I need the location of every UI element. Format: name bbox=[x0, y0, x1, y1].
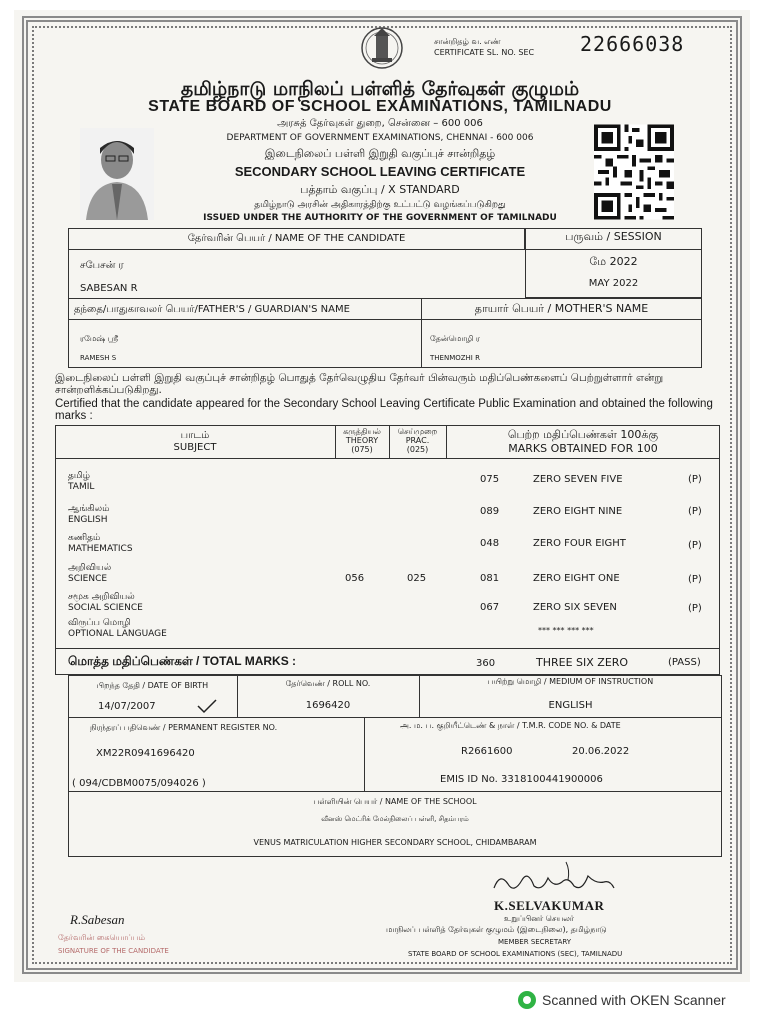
candidate-signature: R.Sabesan bbox=[70, 912, 125, 927]
standard-label: பத்தாம் வகுப்பு / X STANDARD bbox=[300, 183, 460, 196]
department-tamil: அரசுத் தேர்வுகள் துறை, சென்னை – 600 006 bbox=[277, 118, 483, 129]
checkmark-icon bbox=[196, 698, 218, 714]
mother-name-tamil: தேன்மொழி ர bbox=[430, 334, 481, 343]
session-english: MAY 2022 bbox=[588, 278, 639, 289]
marks-in-words: *** *** *** *** bbox=[538, 626, 594, 635]
candidate-name-tamil: சபேசன் ர bbox=[80, 260, 124, 271]
result-badge: (P) bbox=[688, 603, 702, 614]
marks-value: 081 bbox=[480, 573, 500, 584]
mother-name-english: THENMOZHI R bbox=[430, 354, 480, 362]
roll-number-value: 1696420 bbox=[305, 700, 351, 711]
register-number-label: நிரந்தரப் பதிவெண் / PERMANENT REGISTER NO. bbox=[90, 723, 278, 732]
tmr-date-value: 20.06.2022 bbox=[572, 746, 630, 757]
practical-header: செய்முறை PRAC. (025) bbox=[397, 427, 438, 454]
marks-obtained-header: பெற்ற மதிப்பெண்கள் 100க்கு MARKS OBTAINED FOR 100 bbox=[507, 428, 659, 455]
dob-label: பிறந்த தேதி / DATE OF BIRTH bbox=[96, 681, 209, 690]
result-badge: (P) bbox=[688, 474, 702, 485]
school-name-tamil: வீனஸ் மெட்ரிக் மேல்நிலைப் பள்ளி, சிதம்பரம் bbox=[321, 815, 469, 823]
board-title-english: STATE BOARD OF SCHOOL EXAMINATIONS, TAMILNADU bbox=[148, 98, 612, 115]
total-result: (PASS) bbox=[668, 657, 701, 668]
issued-tamil: தமிழ்நாடு அரசின் அதிகாரத்திற்கு உட்பட்டு வழங்கப்படுகிறது bbox=[254, 200, 506, 210]
candidate-photo bbox=[80, 128, 154, 220]
session-tamil: மே 2022 bbox=[589, 255, 638, 268]
scanner-logo-icon bbox=[517, 990, 537, 1010]
result-badge: (P) bbox=[688, 506, 702, 517]
marks-value: 089 bbox=[480, 506, 500, 517]
table-row: ஆங்கிலம் ENGLISH bbox=[68, 504, 110, 525]
certificate-title-tamil: இடைநிலைப் பள்ளி இறுதி வகுப்புச் சான்றிதழ் bbox=[264, 147, 496, 160]
issued-english: ISSUED UNDER THE AUTHORITY OF THE GOVERNMENT OF TAMILNADU bbox=[203, 213, 557, 223]
result-badge: (P) bbox=[688, 540, 702, 551]
total-marks-value: 360 bbox=[476, 658, 496, 669]
result-badge: (P) bbox=[688, 574, 702, 585]
signatory-org-tamil: மாநிலப் பள்ளித் தேர்வுகள் குழுமம் (இடைநிலை), தமிழ்நாடு bbox=[386, 925, 607, 934]
certificate-serial-number: 22666038 bbox=[580, 32, 685, 56]
marks-value: 067 bbox=[480, 602, 500, 613]
signatory-title-tamil: உறுப்பினர் செயலர் bbox=[504, 914, 575, 923]
marks-in-words: ZERO EIGHT ONE bbox=[533, 573, 620, 584]
school-name-label: பள்ளியின் பெயர் / NAME OF THE SCHOOL bbox=[313, 797, 477, 806]
tmr-code-label: அ. ம. ப. குறியீட்டெண் & நாள் / T.M.R. CODE NO. & DATE bbox=[400, 721, 621, 730]
marks-in-words: ZERO SEVEN FIVE bbox=[533, 474, 623, 485]
table-row: கணிதம் MATHEMATICS bbox=[68, 533, 133, 554]
total-marks-label: மொத்த மதிப்பெண்கள் / TOTAL MARKS : bbox=[68, 654, 297, 668]
scanner-watermark: Scanned with OKEN Scanner bbox=[542, 992, 726, 1008]
signatory-name: K.SELVAKUMAR bbox=[494, 898, 605, 913]
medium-label: பயிற்று மொழி / MEDIUM OF INSTRUCTION bbox=[487, 677, 654, 686]
dob-value: 14/07/2007 bbox=[98, 701, 156, 712]
marks-in-words: ZERO EIGHT NINE bbox=[533, 506, 623, 517]
department-english: DEPARTMENT OF GOVERNMENT EXAMINATIONS, CHENNAI - 600 006 bbox=[226, 133, 534, 143]
candidate-name-english: SABESAN R bbox=[80, 283, 138, 294]
marks-value: 048 bbox=[480, 538, 500, 549]
father-name-english: RAMESH S bbox=[80, 354, 117, 362]
school-name-english: VENUS MATRICULATION HIGHER SECONDARY SCHOOL, CHIDAMBARAM bbox=[253, 838, 537, 847]
serial-label: சான்றிதழ் வ. எண் CERTIFICATE SL. NO. SEC bbox=[434, 37, 535, 57]
roll-number-label: தேர்வெண் / ROLL NO. bbox=[285, 679, 371, 688]
father-name-label: தந்தை/பாதுகாவலர் பெயர்/FATHER'S / GUARDIAN'S NAME bbox=[74, 304, 350, 315]
table-row: தமிழ் TAMIL bbox=[68, 471, 95, 492]
session-label: பருவம் / SESSION bbox=[565, 230, 662, 243]
theory-header: கருத்தியல் THEORY (075) bbox=[343, 427, 381, 454]
candidate-signature-label-tamil: தேர்வரின் கையொப்பம் bbox=[58, 933, 146, 942]
medium-value: ENGLISH bbox=[548, 700, 593, 711]
certification-text-tamil: இடைநிலைப் பள்ளி இறுதி வகுப்புச் சான்றிதழ் பொதுத் தேர்வெழுதிய தேர்வர் பின்வரும் மதிப்பெண்களைப் பெற்றுள்ளார் என்று சான்றளிக்கப்படுகிறது. bbox=[55, 372, 664, 396]
register-number-value: XM22R0941696420 bbox=[96, 748, 195, 759]
signatory-org-english: STATE BOARD OF SCHOOL EXAMINATIONS (SEC), TAMILNADU bbox=[408, 950, 623, 958]
marks-in-words: ZERO FOUR EIGHT bbox=[533, 538, 626, 549]
candidate-signature-label-english: SIGNATURE OF THE CANDIDATE bbox=[58, 947, 169, 955]
qr-code-icon bbox=[594, 124, 674, 220]
mother-name-label: தாயார் பெயர் / MOTHER'S NAME bbox=[474, 302, 649, 315]
register-code-value: ( 094/CDBM0075/094026 ) bbox=[72, 778, 206, 789]
total-marks-words: THREE SIX ZERO bbox=[536, 656, 629, 669]
father-name-tamil: ரமேஷ் ஸ்ரீ bbox=[80, 334, 119, 343]
certificate-title-english: SECONDARY SCHOOL LEAVING CERTIFICATE bbox=[234, 164, 526, 179]
certification-text-english: Certified that the candidate appeared for the Secondary School Leaving Certificate Public Examination and obtained the following marks : bbox=[55, 398, 713, 422]
official-signature bbox=[488, 858, 618, 902]
science-practical-marks: 025 bbox=[407, 573, 427, 584]
subject-header: பாடம் SUBJECT bbox=[173, 430, 217, 453]
emis-id: EMIS ID No. 3318100441900006 bbox=[440, 774, 603, 785]
signatory-title-english: MEMBER SECRETARY bbox=[498, 938, 572, 946]
marks-value: 075 bbox=[480, 474, 500, 485]
board-title-tamil: தமிழ்நாடு மாநிலப் பள்ளித் தேர்வுகள் குழுமம் bbox=[180, 78, 580, 100]
table-row: விருப்ப மொழி OPTIONAL LANGUAGE bbox=[68, 618, 167, 639]
table-row: அறிவியல் SCIENCE bbox=[68, 563, 112, 584]
candidate-name-label: தேர்வரின் பெயர் / NAME OF THE CANDIDATE bbox=[187, 233, 406, 244]
table-row: சமூக அறிவியல் SOCIAL SCIENCE bbox=[68, 592, 143, 613]
marks-in-words: ZERO SIX SEVEN bbox=[533, 602, 617, 613]
tmr-code-value: R2661600 bbox=[461, 746, 513, 757]
science-theory-marks: 056 bbox=[345, 573, 365, 584]
tamilnadu-emblem-icon bbox=[360, 22, 404, 74]
